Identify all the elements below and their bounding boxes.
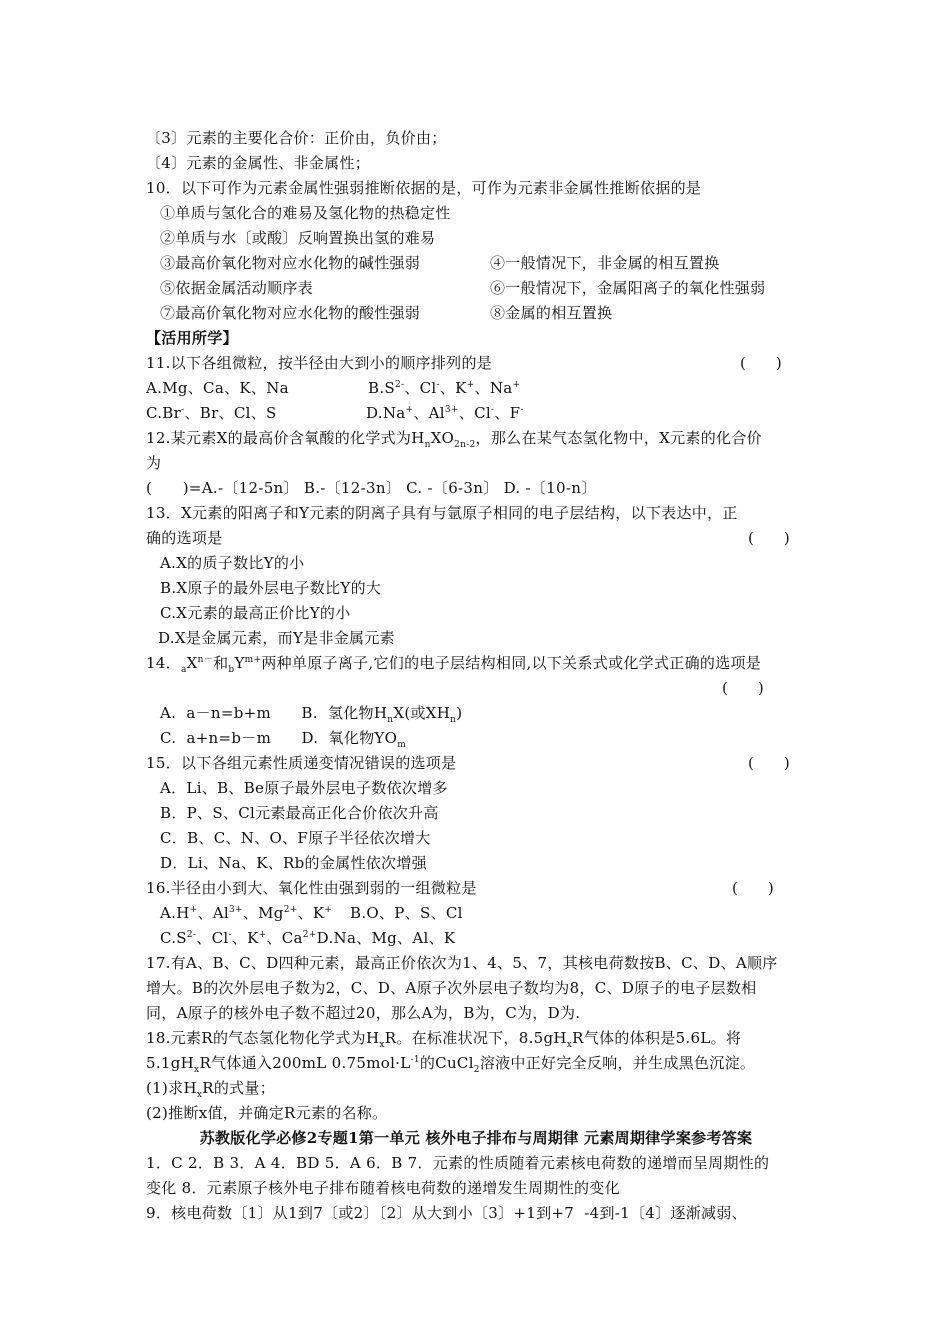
option-line: ⑦最高价氧化物对应水化物的酸性强弱 xyxy=(160,304,421,322)
option-line: D.Na+、$Al^{3+}$、Cl-、F- xyxy=(366,404,524,422)
text-line: (1)求$H_xR$的式量； xyxy=(146,1079,276,1100)
option-line: ⑤依据金属活动顺序表 xyxy=(160,279,314,297)
answer-paren: ( ) xyxy=(748,754,790,772)
option-line: ⑧金属的相互置换 xyxy=(490,304,613,322)
text-line: $5.1gH_xR$气体通入200mL $0.75mol\cdot L^{-1}$的CuCl$_2$溶液中正好完全反响，并生成黑色沉淀。 xyxy=(146,1054,756,1075)
answer-paren: ( ) xyxy=(740,354,782,372)
question-13: 13．X元素的阳离子和Y元素的阴离子具有与氩原子相同的电子层结构，以下表达中，正 xyxy=(146,504,738,522)
question-14: 14．$_aX^{n-}$和$_bY^{m+}$两种单原子离子,它们的电子层结构相同,以下关系式或化学式正确的选项是 xyxy=(146,654,762,675)
option-line: C. a+n=b－m D. 氧化物$YO_m$ xyxy=(160,729,407,750)
text-line: 同，A原子的核外电子数不超过20，那么A为，B为，C为，D为. xyxy=(146,1004,581,1022)
option-line: A．Li、B、Be原子最外层电子数依次增多 xyxy=(160,779,448,797)
question-15: 15．以下各组元素性质递变情况错误的选项是 xyxy=(146,754,457,772)
option-line: A.H+、$Al^{3+}$、$Mg^{2+}$、K+ xyxy=(160,904,333,922)
text-line: 〔4〕元素的金属性、非金属性； xyxy=(146,154,371,172)
option-line: B.O、P、S、Cl xyxy=(350,904,463,922)
text-line: 增大。B的次外层电子数为2，C、D、A原子次外层电子数均为8，C、D原子的电子层数相 xyxy=(146,979,757,997)
answer-line: 9．核电荷数〔1〕从1到7〔或2〕〔2〕从大到小〔3〕+1到+7 -4到-1〔4〕逐渐减弱、 xyxy=(146,1204,747,1222)
text-line: 为 xyxy=(146,454,162,472)
option-line: C．B、C、N、O、F原子半径依次增大 xyxy=(160,829,431,847)
option-line: ④一般情况下，非金属的相互置换 xyxy=(490,254,720,272)
option-line: ⑥一般情况下，金属阳离子的氧化性强弱 xyxy=(490,279,766,297)
option-line: ①单质与氢化合的难易及氢化物的热稳定性 xyxy=(160,204,451,222)
option-line: $B.S^{2-}$、Cl-、K+、Na+ xyxy=(368,379,521,397)
option-line: $C.S^{2-}$、Cl-、K+、$Ca^{2+}D.Na$、Mg、Al、K xyxy=(160,929,456,947)
section-heading: 【活用所学】 xyxy=(146,329,238,347)
option-line: ③最高价氧化物对应水化物的碱性强弱 xyxy=(160,254,421,272)
question-12: 12.某元素X的最高价含氧酸的化学式为$H_nXO_{2n-2}$，那么在某气态氢化物中，X元素的化合价 xyxy=(146,429,762,450)
answer-line: 1．C 2．B 3．A 4．BD 5．A 6．B 7．元素的性质随着元素核电荷数的递增而呈周期性的 xyxy=(146,1154,770,1172)
question-18: 18.元素R的气态氢化物化学式为$H_xR$。在标准状况下，$8.5gH_xR$气体的体积是5.6L。将 xyxy=(146,1029,742,1050)
option-line: ②单质与水〔或酸〕反响置换出氢的难易 xyxy=(160,229,436,247)
option-line: ( )=A.-〔12-5n〕 B.-〔12-3n〕 C. -〔6-3n〕 D. -〔10-n〕 xyxy=(146,479,597,497)
option-line: C.Br-、Br、Cl、S xyxy=(146,404,277,422)
option-line: A.X的质子数比Y的小 xyxy=(160,554,305,572)
question-11: 11.以下各组微粒，按半径由大到小的顺序排列的是 xyxy=(146,354,493,372)
answer-paren: ( ) xyxy=(722,679,764,697)
option-line: A. a－n=b+m B. 氢化物$H_nX$(或$XH_n$) xyxy=(160,704,463,725)
answer-paren: ( ) xyxy=(732,879,774,897)
option-line: B．P、S、Cl元素最高正化合价依次升高 xyxy=(160,804,439,822)
option-line: A.Mg、Ca、K、Na xyxy=(146,379,289,397)
answer-key-heading: 苏教版化学必修2专题1第一单元 核外电子排布与周期律 元素周期律学案参考答案 xyxy=(199,1129,753,1147)
question-10: 10．以下可作为元素金属性强弱推断依据的是，可作为元素非金属性推断依据的是 xyxy=(146,179,702,197)
text-line: 〔3〕元素的主要化合价：正价由，负价由； xyxy=(146,129,447,147)
question-16: 16.半径由小到大、氧化性由强到弱的一组微粒是 xyxy=(146,879,477,897)
answer-paren: ( ) xyxy=(748,529,790,547)
option-line: D.X是金属元素，而Y是非金属元素 xyxy=(158,629,395,647)
option-line: D．Li、Na、K、Rb的金属性依次增强 xyxy=(160,854,427,872)
question-17: 17.有A、B、C、D四种元素，最高正价依次为1、4、5、7，其核电荷数按B、C、D、A顺序 xyxy=(146,954,778,972)
text-line: (2)推断x值，并确定R元素的名称。 xyxy=(146,1104,388,1122)
text-line: 确的选项是 xyxy=(146,529,223,547)
option-line: C.X元素的最高正价比Y的小 xyxy=(160,604,351,622)
option-line: B.X原子的最外层电子数比Y的大 xyxy=(160,579,382,597)
answer-line: 变化 8．元素原子核外电子排布随着核电荷数的递增发生周期性的变化 xyxy=(146,1179,620,1197)
